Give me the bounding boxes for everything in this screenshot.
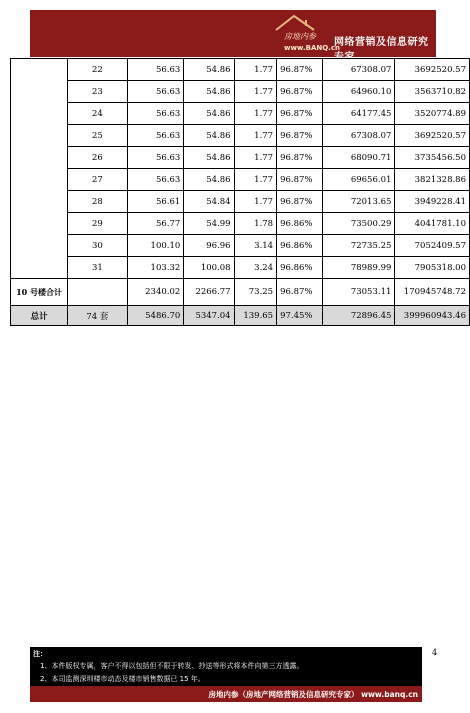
table-cell: 54.86 (184, 59, 234, 81)
header-banner (30, 10, 436, 63)
notes-title: 注： (33, 650, 47, 658)
table-cell: 56.63 (127, 59, 184, 81)
logo-url: www.BANQ.cn (284, 44, 340, 52)
table-cell: 74 套 (68, 306, 127, 326)
table-cell: 96.96 (184, 235, 234, 257)
building-group-cell (11, 59, 68, 279)
table-cell: 56.77 (127, 213, 184, 235)
table-cell: 96.86% (277, 213, 322, 235)
table-row (11, 213, 470, 235)
table-cell: 1.77 (234, 147, 277, 169)
table-cell: 54.84 (184, 191, 234, 213)
table-cell: 3520774.89 (395, 103, 470, 125)
table-cell: 54.86 (184, 147, 234, 169)
table-cell: 56.63 (127, 169, 184, 191)
page-number: 4 (432, 648, 438, 657)
notes-box (30, 647, 422, 686)
table-cell: 96.87% (277, 279, 322, 306)
table-cell: 100.10 (127, 235, 184, 257)
table-cell: 3692520.57 (395, 59, 470, 81)
table-cell: 22 (68, 59, 127, 81)
table-cell: 96.86% (277, 257, 322, 279)
table-cell: 399960943.46 (395, 306, 470, 326)
table-cell: 1.77 (234, 125, 277, 147)
table-cell: 69656.01 (322, 169, 395, 191)
table-cell: 73.25 (234, 279, 277, 306)
table-cell: 64960.10 (322, 81, 395, 103)
table-cell: 56.63 (127, 103, 184, 125)
table-cell: 56.61 (127, 191, 184, 213)
table-cell: 3949228.41 (395, 191, 470, 213)
table-cell: 3692520.57 (395, 125, 470, 147)
footer-bar (30, 686, 422, 702)
table-cell: 54.99 (184, 213, 234, 235)
table-cell: 96.86% (277, 235, 322, 257)
table-cell: 103.32 (127, 257, 184, 279)
table-row (11, 125, 470, 147)
table-cell: 56.63 (127, 81, 184, 103)
table-cell: 96.87% (277, 191, 322, 213)
table-cell: 3821328.86 (395, 169, 470, 191)
table-cell: 1.77 (234, 103, 277, 125)
table-cell: 25 (68, 125, 127, 147)
table-row (11, 235, 470, 257)
table-cell: 96.87% (277, 147, 322, 169)
table-cell: 72896.45 (322, 306, 395, 326)
table-cell: 1.77 (234, 191, 277, 213)
note-line-1: 1、本件版权专属，客户不得以包括但不限于转发、抄送等形式将本件向第三方透露。 (40, 662, 304, 670)
table-cell: 总计 (11, 306, 68, 326)
table-cell (68, 279, 127, 306)
table-cell: 139.65 (234, 306, 277, 326)
table-cell: 96.87% (277, 81, 322, 103)
table-cell: 2340.02 (127, 279, 184, 306)
table-cell: 3563710.82 (395, 81, 470, 103)
table-cell: 10 号楼合计 (11, 279, 68, 306)
table-cell: 67308.07 (322, 125, 395, 147)
total-row (11, 306, 470, 326)
table-cell: 5347.04 (184, 306, 234, 326)
table-cell: 1.78 (234, 213, 277, 235)
table-cell: 27 (68, 169, 127, 191)
table-cell: 4041781.10 (395, 213, 470, 235)
table-cell: 56.63 (127, 125, 184, 147)
table-cell: 100.08 (184, 257, 234, 279)
table-cell: 73053.11 (322, 279, 395, 306)
sales-table (10, 58, 470, 326)
table-cell: 26 (68, 147, 127, 169)
table-cell: 1.77 (234, 169, 277, 191)
table-cell: 30 (68, 235, 127, 257)
table-cell: 29 (68, 213, 127, 235)
footer-text: 房地内参（房地产网络营销及信息研究专家） www.banq.cn (208, 690, 418, 699)
table-cell: 96.87% (277, 103, 322, 125)
logo-text: 房地内参 (284, 32, 316, 41)
table-row (11, 257, 470, 279)
table-cell: 1.77 (234, 59, 277, 81)
subtotal-row (11, 279, 470, 306)
table-cell: 56.63 (127, 147, 184, 169)
table-cell: 96.87% (277, 125, 322, 147)
table-cell: 54.86 (184, 81, 234, 103)
table-cell: 54.86 (184, 103, 234, 125)
table-row (11, 59, 470, 81)
table-cell: 7905318.00 (395, 257, 470, 279)
table-cell: 96.87% (277, 59, 322, 81)
table-cell: 24 (68, 103, 127, 125)
table-cell: 64177.45 (322, 103, 395, 125)
table-cell: 1.77 (234, 81, 277, 103)
table-cell: 23 (68, 81, 127, 103)
table-cell: 7052409.57 (395, 235, 470, 257)
table-cell: 31 (68, 257, 127, 279)
table-cell: 54.86 (184, 169, 234, 191)
table-cell: 170945748.72 (395, 279, 470, 306)
table-cell: 72735.25 (322, 235, 395, 257)
table-cell: 3735456.50 (395, 147, 470, 169)
table-cell: 96.87% (277, 169, 322, 191)
table-row (11, 81, 470, 103)
table-row (11, 169, 470, 191)
note-line-2: 2、本司监测深圳楼市动态及楼市销售数据已 15 年。 (40, 675, 205, 683)
table-cell: 67308.07 (322, 59, 395, 81)
table-cell: 72013.65 (322, 191, 395, 213)
table-cell: 68090.71 (322, 147, 395, 169)
table-row (11, 147, 470, 169)
table-cell: 3.14 (234, 235, 277, 257)
table-cell: 78989.99 (322, 257, 395, 279)
table-row (11, 103, 470, 125)
table-cell: 73500.29 (322, 213, 395, 235)
header-title: 网络营销及信息研究专家 (334, 37, 429, 63)
table-cell: 28 (68, 191, 127, 213)
table-cell: 3.24 (234, 257, 277, 279)
table-row (11, 191, 470, 213)
table-cell: 5486.70 (127, 306, 184, 326)
table-cell: 54.86 (184, 125, 234, 147)
table-cell: 97.45% (277, 306, 322, 326)
table-cell: 2266.77 (184, 279, 234, 306)
